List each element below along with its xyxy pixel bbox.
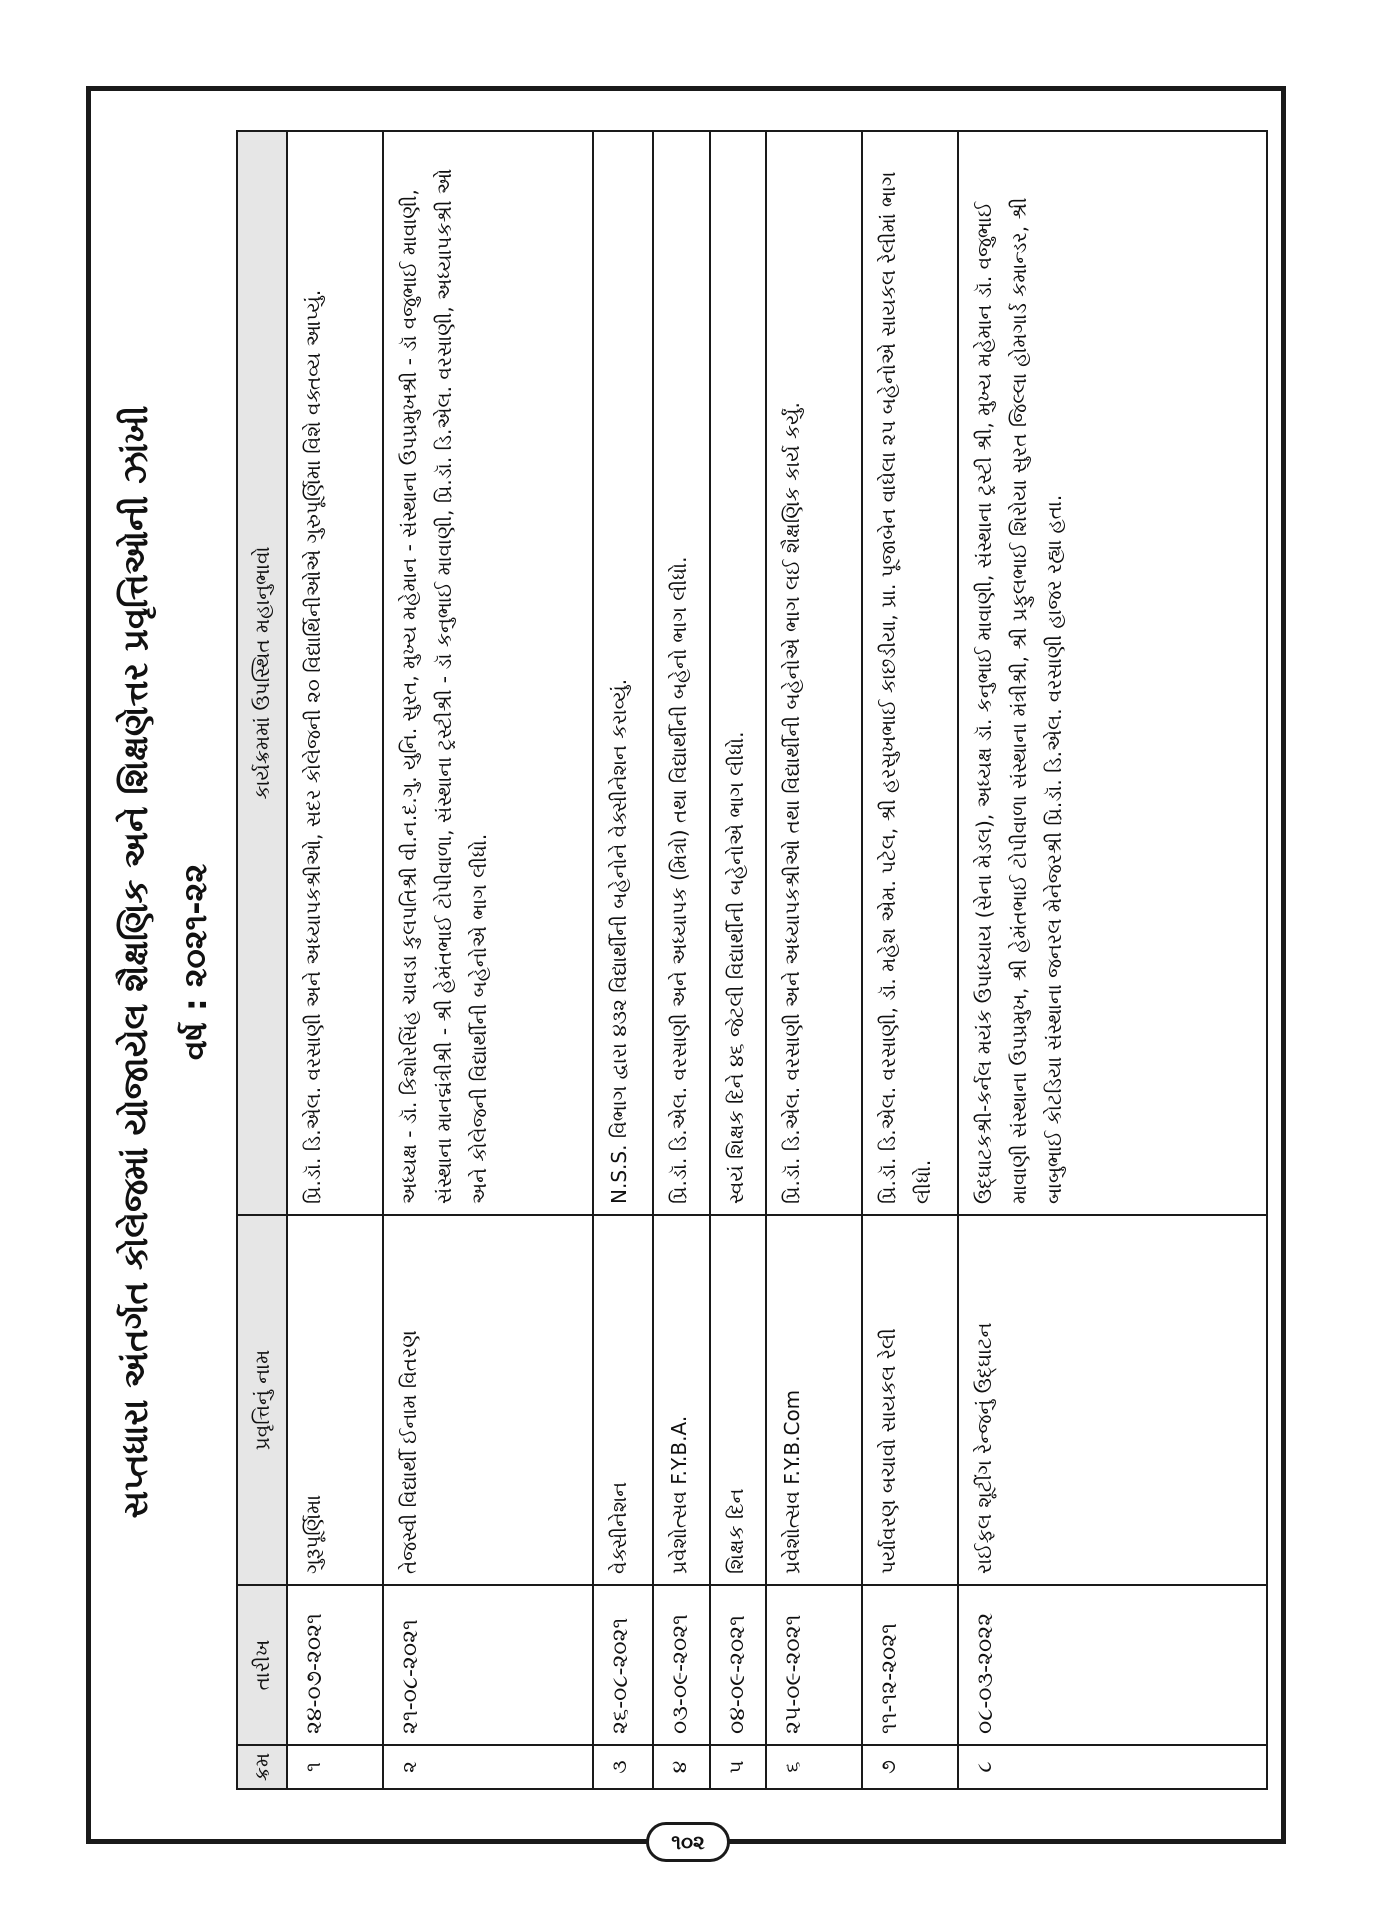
row-date: ૧૧-૧૨-૨૦૨૧ — [862, 1585, 958, 1745]
activities-table — [236, 130, 1268, 1790]
page-subtitle: વર્ષ : ૨૦૨૧-૨૨ — [176, 863, 214, 1061]
row-guests: પ્રિ.ડૉ. ડિ.એલ. વરસાણી અને અધ્યાપકશ્રીઓ તથા વિદ્યાર્થીની બહેનોએ ભાગ લઈ શૈક્ષણિક કાર્ય કર્યું. — [766, 131, 862, 1215]
row-sr: ૭ — [862, 1745, 958, 1789]
header-sr: ક્રમ — [237, 1745, 287, 1789]
header-activity: પ્રવૃત્તિનું નામ — [237, 1215, 287, 1585]
row-date: ૦૮-૦૩-૨૦૨૨ — [958, 1585, 1267, 1745]
page-number: ૧૦૨ — [646, 1822, 730, 1862]
row-guests: પ્રિ.ડૉ. ડિ.એલ. વરસાણી, ડૉ. મહેશ એમ. પટેલ, શ્રી હરસુખભાઈ કાછડીયા, પ્રા. પૂજાબેન વાઘેલા ૨૫ બહેનોએ સાયકલ રેલીમાં ભાગ લીધો. — [862, 131, 958, 1215]
header-date: તારીખ — [237, 1585, 287, 1745]
header-guests: કાર્યક્રમમાં ઉપસ્થિત મહાનુભાવો — [237, 131, 287, 1215]
table-row — [653, 131, 710, 1789]
row-date: ૨૪-૦૭-૨૦૨૧ — [287, 1585, 383, 1745]
row-activity: વેક્સીનેશન — [593, 1215, 653, 1585]
row-sr: ૧ — [287, 1745, 383, 1789]
row-activity: રાઈફલ શૂટીંગ રેન્જનું ઉદ્ઘાટન — [958, 1215, 1267, 1585]
row-sr: ૨ — [383, 1745, 593, 1789]
row-date: ૨૫-૦૯-૨૦૨૧ — [766, 1585, 862, 1745]
row-activity: શિક્ષક દિન — [710, 1215, 767, 1585]
row-date: ૨૧-૦૮-૨૦૨૧ — [383, 1585, 593, 1745]
page-title: સપ્તધારા અંતર્ગત કોલેજમાં યોજાયેલ શૈક્ષણિક અને શિક્ષણેત્તર પ્રવૃત્તિઓની ઝાંખી — [116, 405, 156, 1519]
row-activity: પ્રવેશોત્સવ F.Y.B.Com — [766, 1215, 862, 1585]
table-row — [710, 131, 767, 1789]
row-guests: ઉદ્ઘાટકશ્રી-કર્નલ મયંક ઉપાધ્યાય (સેના મેડલ), અધ્યક્ષ ડૉ. કનુભાઈ માવાણી, સંસ્થાના ટ્રસ્ટી શ્રી, મુખ્ય મહેમાન ડૉ. વજુભાઈ માવાણી સંસ્થાના ઉપપ્રમુખ, શ્રી હેમંતભાઈ ટોપીવાળા સંસ્થાના મંત્રીશ્રી, શ્રી પ્રફુલભાઈ શિરોયા સુરત જિલ્લા હોમગાર્ડ કમાન્ડર, શ્રી બાબુભાઈ કોટડિયા સંસ્થાના જનરલ મેનેજરશ્રી પ્રિ.ડૉ. ડિ.એલ. વરસાણી હાજર રહ્યા હતા. — [958, 131, 1267, 1215]
table-row — [958, 131, 1267, 1789]
row-guests: પ્રિ.ડૉ. ડિ.એલ. વરસાણી અને અધ્યાપકશ્રીઓ, સદર કોલેજની ૨૦ વિદ્યાર્થિનીઓએ ગુરુપૂર્ણિમા વિશે વક્તવ્ય આપ્યું. — [287, 131, 383, 1215]
row-sr: ૮ — [958, 1745, 1267, 1789]
row-date: ૦૪-૦૯-૨૦૨૧ — [710, 1585, 767, 1745]
row-date: ૦૩-૦૯-૨૦૨૧ — [653, 1585, 710, 1745]
table-row — [862, 131, 958, 1789]
row-date: ૨૬-૦૮-૨૦૨૧ — [593, 1585, 653, 1745]
table-header-row — [237, 131, 287, 1789]
table-row — [593, 131, 653, 1789]
row-sr: ૬ — [766, 1745, 862, 1789]
rotated-content — [96, 96, 1276, 1828]
row-activity: તેજસ્વી વિદ્યાર્થી ઈનામ વિતરણ — [383, 1215, 593, 1585]
row-guests: સ્વયં શિક્ષક દિને ૪૬ જેટલી વિદ્યાર્થીની બહેનોએ ભાગ લીધો. — [710, 131, 767, 1215]
row-activity: પર્યાવરણ બચાવો સાયકલ રેલી — [862, 1215, 958, 1585]
row-sr: ૫ — [710, 1745, 767, 1789]
row-activity: પ્રવેશોત્સવ F.Y.B.A. — [653, 1215, 710, 1585]
row-activity: ગુરૂપૂર્ણિમા — [287, 1215, 383, 1585]
row-sr: ૩ — [593, 1745, 653, 1789]
row-sr: ૪ — [653, 1745, 710, 1789]
row-guests: અધ્યક્ષ - ડૉ. કિશોરસિંહ ચાવડા કુલપતિશ્રી વી.ન.દ.ગુ. યુનિ. સુરત, મુખ્ય મહેમાન - સંસ્થાના ઉપપ્રમુખશ્રી - ડૉ વજુભાઈ માવાણી, સંસ્થાના માનદ્મંત્રીશ્રી - શ્રી હેમંતભાઈ ટોપીવાળા, સંસ્થાના ટ્રસ્ટીશ્રી - ડૉ કનુભાઈ માવાણી, પ્રિ.ડૉ. ડિ.એલ. વરસાણી, અધ્યાપકશ્રી ઓ અને કોલેજની વિદ્યાર્થીની બહેનોએ ભાગ લીધો. — [383, 131, 593, 1215]
row-guests: પ્રિ.ડૉ. ડિ.એલ. વરસાણી અને અધ્યાપક (મિત્રો) તથા વિદ્યાર્થીની બહેનો ભાગ લીધો. — [653, 131, 710, 1215]
table-row — [766, 131, 862, 1789]
table-row — [383, 131, 593, 1789]
table-row — [287, 131, 383, 1789]
row-guests: N.S.S. વિભાગ દ્વારા ૪૩૨ વિદ્યાર્થીની બહેનોને વેક્સીનેશન કરાવ્યું. — [593, 131, 653, 1215]
